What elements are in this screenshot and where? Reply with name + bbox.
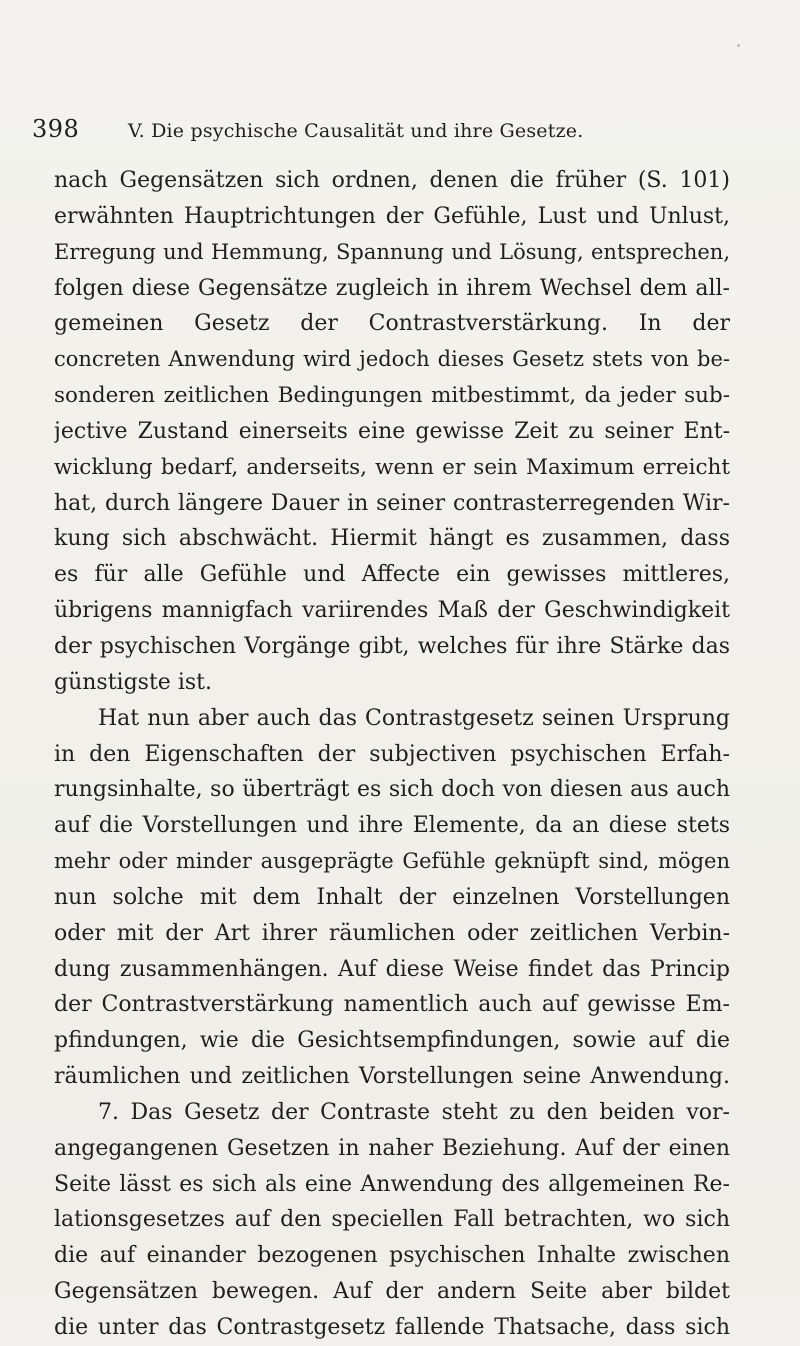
text-line: gemeinen Gesetz der Contrastverstärkung. In der [54,311,730,337]
text-line: räumlichen und zeitlichen Vorstellungen seine Anwendung. [54,1064,730,1090]
running-title: V. Die psychische Causalität und ihre Gesetze. [128,120,584,142]
paragraph-start-line: Hat nun aber auch das Contrastgesetz seinen Ursprung [98,705,730,731]
page-number: 398 [32,115,80,143]
text-line: wicklung bedarf, anderseits, wenn er sein Maximum erreicht [54,454,730,480]
paragraph-end-line: günstigste ist. [54,669,212,695]
text-line: mehr oder minder ausgeprägte Gefühle geknüpft sind, mögen [54,849,730,874]
text-line: die auf einander bezogenen psychischen Inhalte zwischen [54,1243,730,1269]
text-line: lationsgesetzes auf den speciellen Fall betrachten, wo sich [54,1207,730,1233]
body-text [54,163,730,1346]
text-line: concreten Anwendung wird jedoch dieses Gesetz stets von be- [54,347,730,372]
text-line: rungsinhalte, so überträgt es sich doch von diesen aus auch [54,777,730,803]
paragraph-start-line: 7. Das Gesetz der Contraste steht zu den beiden vor- [98,1099,730,1125]
text-line: der Contrastverstärkung namentlich auch auf gewisse Em- [54,992,730,1018]
text-line: auf die Vorstellungen und ihre Elemente, da an diese stets [54,813,730,839]
text-line: die unter das Contrastgesetz fallende Thatsache, dass sich [54,1315,730,1340]
text-line: kung sich abschwächt. Hiermit hängt es zusammen, dass [54,526,730,552]
paper-speck [737,44,740,47]
text-line: pfindungen, wie die Gesichtsempfindungen, sowie auf die [54,1028,730,1054]
text-line: Gegensätzen bewegen. Auf der andern Seite aber bildet [54,1279,730,1305]
text-line: übrigens mannigfach variirendes Maß der Geschwindigkeit [54,598,730,624]
text-line: in den Eigenschaften der subjectiven psychischen Erfah- [54,741,730,767]
text-line: sonderen zeitlichen Bedingungen mitbestimmt, da jeder sub- [54,383,730,409]
text-line: oder mit der Art ihrer räumlichen oder zeitlichen Verbin- [54,920,730,946]
text-line: hat, durch längere Dauer in seiner contrasterregenden Wir- [54,490,730,516]
running-head [32,112,732,146]
text-line: angegangenen Gesetzen in naher Beziehung. Auf der einen [54,1135,730,1161]
text-line: jective Zustand einerseits eine gewisse Zeit zu seiner Ent- [54,418,730,444]
text-line: Erregung und Hemmung, Spannung und Lösung, entsprechen, [54,239,730,264]
text-line: dung zusammenhängen. Auf diese Weise findet das Princip [54,956,730,982]
text-line: nun solche mit dem Inhalt der einzelnen Vorstellungen [54,884,730,910]
text-line: es für alle Gefühle und Affecte ein gewisses mittleres, [54,562,730,588]
text-line: erwähnten Hauptrichtungen der Gefühle, Lust und Unlust, [54,203,730,229]
text-line: Seite lässt es sich als eine Anwendung des allgemeinen Re- [54,1171,730,1197]
text-line: folgen diese Gegensätze zugleich in ihrem Wechsel dem all- [54,275,730,301]
text-line: nach Gegensätzen sich ordnen, denen die früher (S. 101) [54,168,730,193]
text-line: der psychischen Vorgänge gibt, welches für ihre Stärke das [54,633,730,659]
